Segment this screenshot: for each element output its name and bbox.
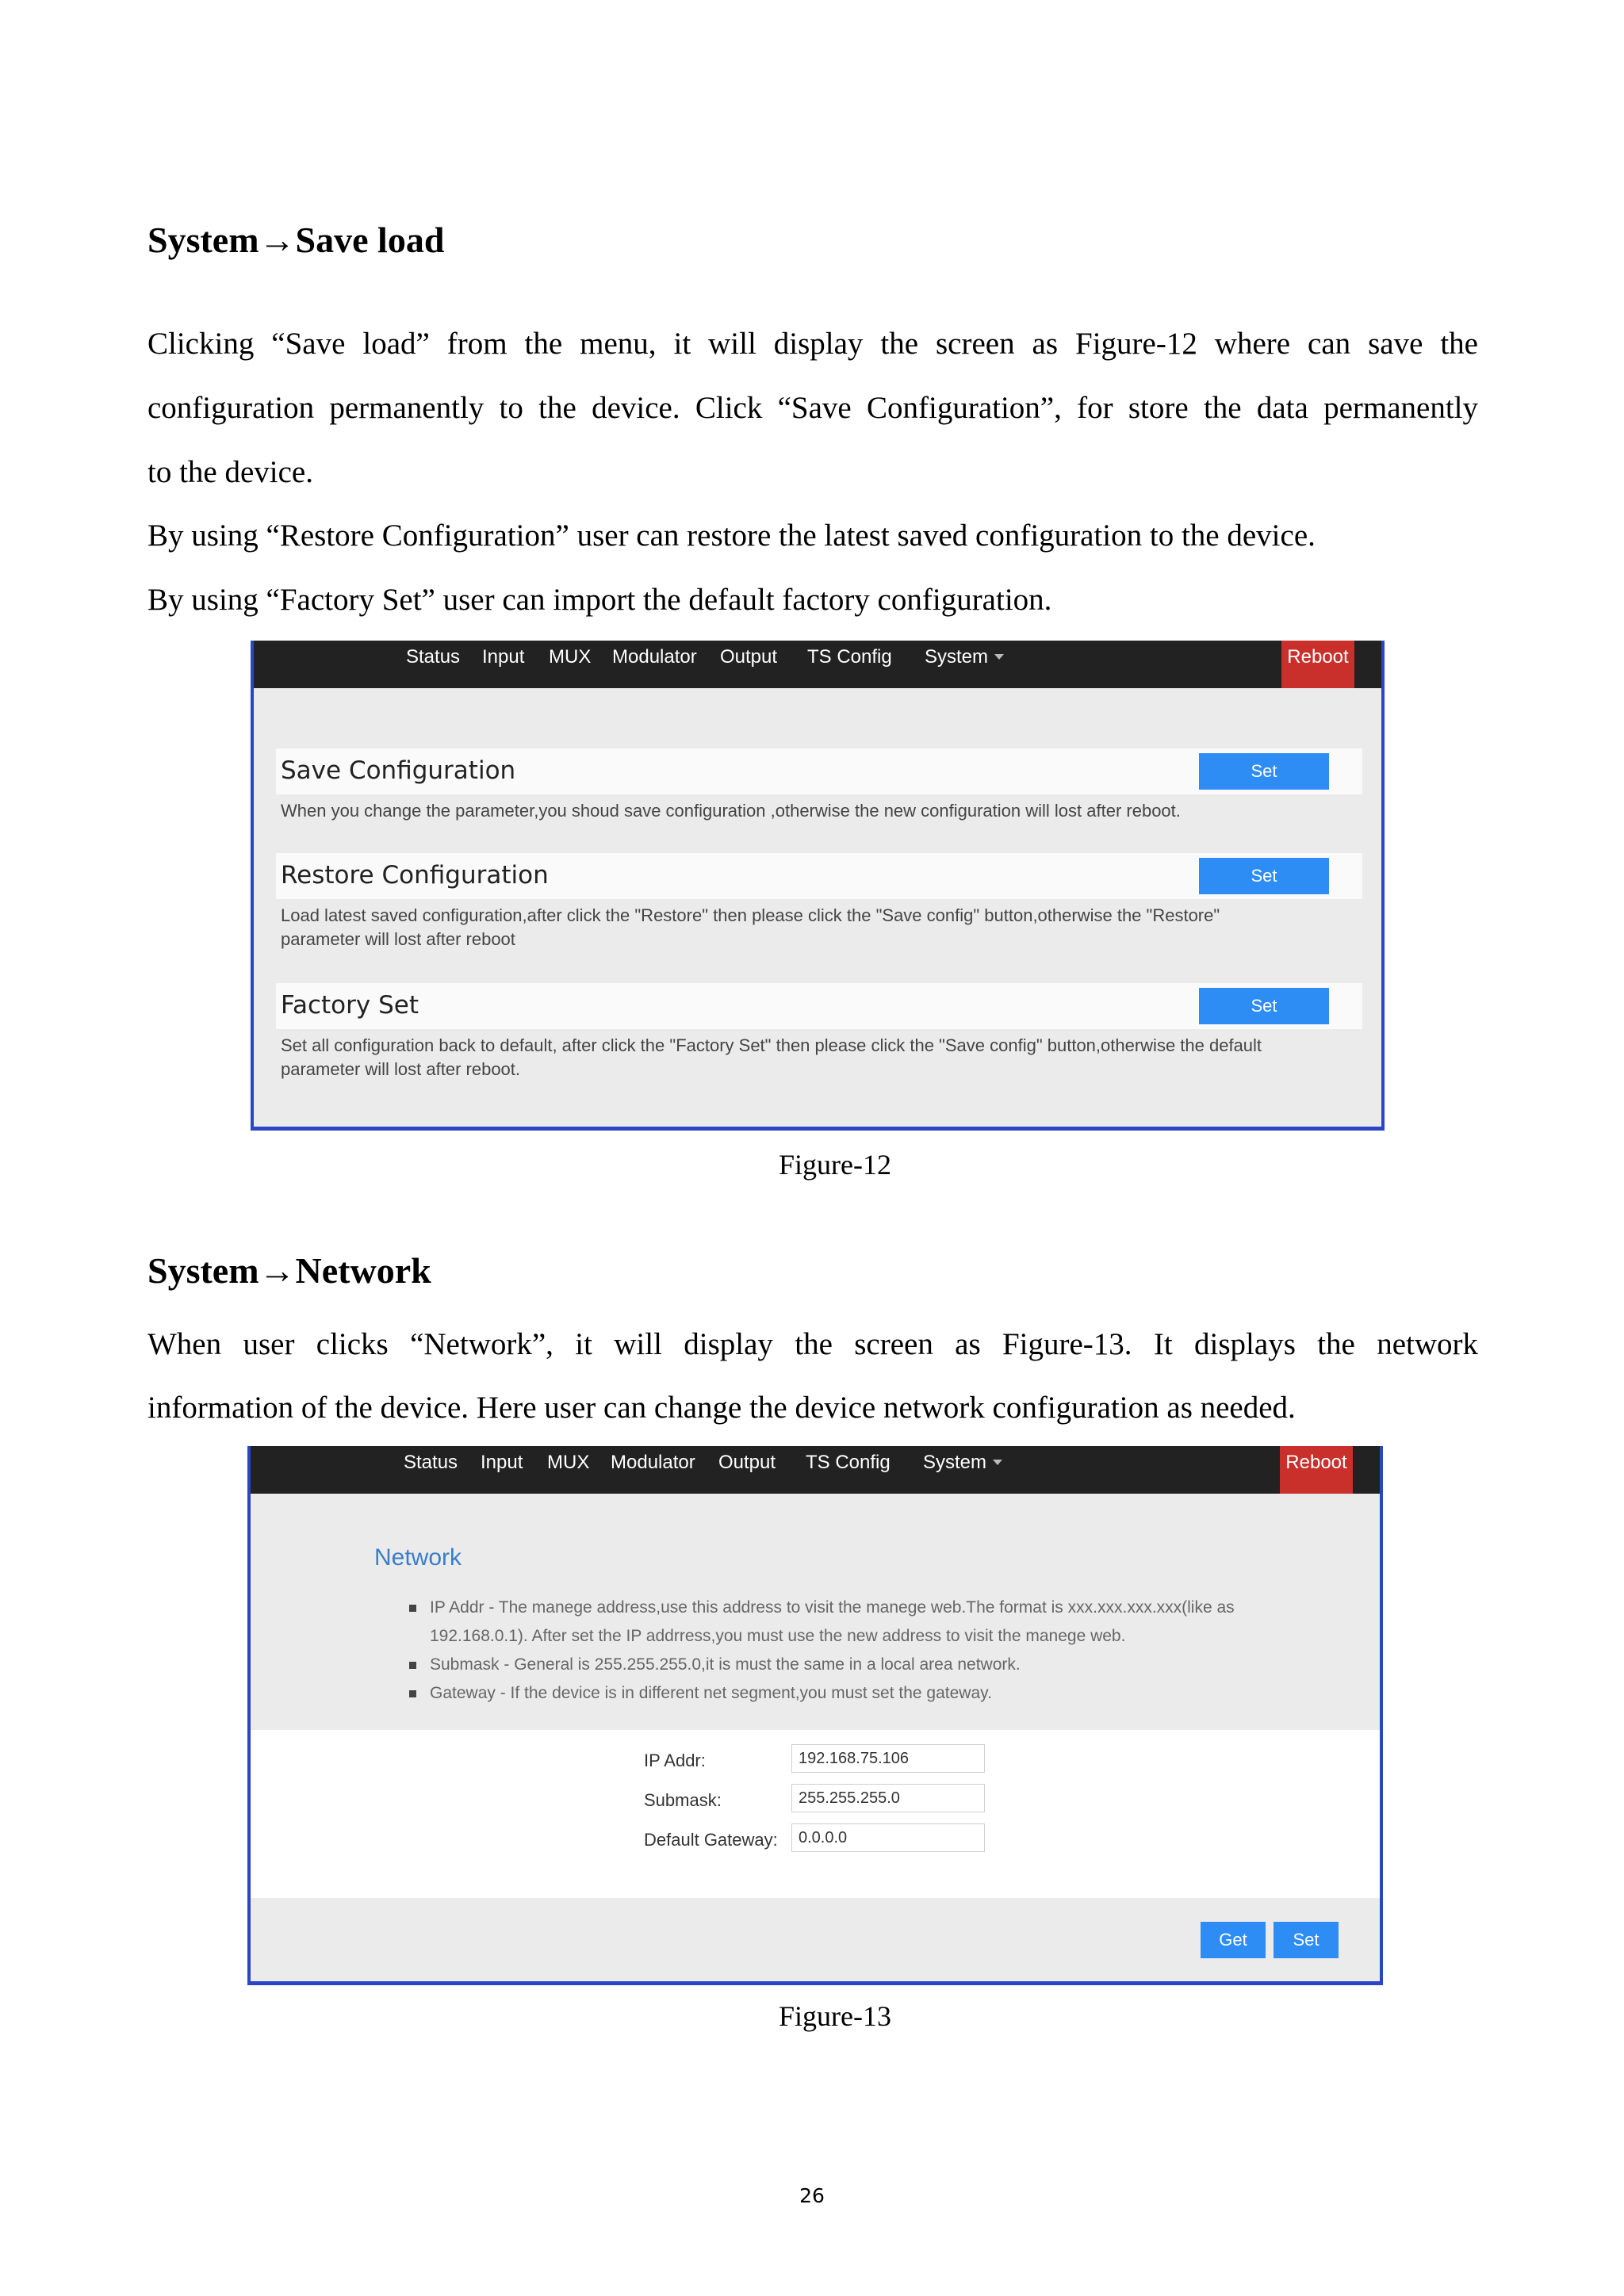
nav-output[interactable]: Output bbox=[720, 646, 778, 668]
bullet-icon bbox=[409, 1605, 416, 1612]
help-text: Submask - General is 255.255.255.0,it is must the same in a local area network. bbox=[430, 1655, 1021, 1674]
nav-system[interactable] bbox=[923, 1446, 1002, 1494]
gateway-label: Default Gateway: bbox=[644, 1830, 778, 1850]
paragraph-line: By using “Restore Configuration” user can restore the latest saved configuration to the device. bbox=[147, 519, 1316, 553]
submask-label: Submask: bbox=[644, 1790, 722, 1810]
row-title: Save Configuration bbox=[281, 756, 516, 785]
nav-status[interactable]: Status bbox=[406, 646, 461, 668]
top-navbar bbox=[254, 641, 1381, 688]
reboot-button[interactable]: Reboot bbox=[1280, 1446, 1353, 1494]
restore-configuration-row bbox=[276, 853, 1362, 899]
network-title: Network bbox=[374, 1544, 462, 1571]
help-text: Gateway - If the device is in different net segment,you must set the gateway. bbox=[430, 1684, 992, 1702]
figure-13-screenshot bbox=[247, 1446, 1383, 1985]
list-item bbox=[409, 1679, 1266, 1708]
nav-input[interactable]: Input bbox=[481, 1452, 523, 1473]
page-number: 26 bbox=[799, 2184, 825, 2207]
list-item bbox=[409, 1594, 1266, 1651]
figure-12-screenshot bbox=[251, 641, 1385, 1131]
network-help-list bbox=[409, 1594, 1266, 1708]
get-button[interactable]: Get bbox=[1201, 1922, 1266, 1958]
nav-modulator[interactable]: Modulator bbox=[611, 1452, 695, 1473]
paragraph-line: Clicking “Save load” from the menu, it will display the screen as Figure-12 where can save the bbox=[147, 327, 1478, 361]
nav-system-label: System bbox=[923, 1452, 987, 1473]
factory-set-row bbox=[276, 983, 1362, 1029]
section-heading-network: System→Network bbox=[147, 1250, 431, 1291]
bullet-icon bbox=[409, 1662, 416, 1669]
top-navbar bbox=[251, 1446, 1380, 1494]
nav-mux[interactable]: MUX bbox=[549, 646, 592, 668]
ip-addr-input[interactable]: 192.168.75.106 bbox=[791, 1744, 985, 1773]
chevron-down-icon bbox=[994, 654, 1004, 660]
submask-input[interactable]: 255.255.255.0 bbox=[791, 1784, 985, 1812]
paragraph-line: configuration permanently to the device. Click “Save Configuration”, for store the data permanently bbox=[147, 391, 1478, 425]
nav-input[interactable]: Input bbox=[482, 646, 525, 668]
nav-system-label: System bbox=[925, 646, 989, 668]
set-button[interactable]: Set bbox=[1274, 1922, 1339, 1958]
figure-caption: Figure-12 bbox=[779, 1149, 891, 1181]
reboot-button[interactable]: Reboot bbox=[1281, 641, 1354, 688]
nav-status[interactable]: Status bbox=[404, 1452, 458, 1473]
paragraph-line: When user clicks “Network”, it will display the screen as Figure-13. It displays the network bbox=[147, 1327, 1478, 1361]
ip-addr-label: IP Addr: bbox=[644, 1751, 706, 1770]
nav-ts-config[interactable]: TS Config bbox=[807, 646, 892, 668]
nav-mux[interactable]: MUX bbox=[547, 1452, 590, 1473]
row-description: Set all configuration back to default, after click the "Factory Set" then please click the "Save config" button,otherwise the default parameter will lost after reboot. bbox=[281, 1035, 1262, 1079]
help-text: IP Addr - The manege address,use this address to visit the manege web.The format is xxx.xxx.xxx.xxx(like as 192.168.0.1). After set the IP addrress,you must use the new address to visit the manege web. bbox=[430, 1598, 1235, 1645]
save-configuration-row bbox=[276, 748, 1362, 794]
row-description: When you change the parameter,you shoud save configuration ,otherwise the new configuration will lost after reboot. bbox=[281, 801, 1181, 821]
row-title: Factory Set bbox=[281, 991, 419, 1020]
nav-output[interactable]: Output bbox=[718, 1452, 776, 1473]
row-description: Load latest saved configuration,after click the "Restore" then please click the "Save config" button,otherwise the "Restore" parameter will lost after reboot bbox=[281, 905, 1220, 949]
row-title: Restore Configuration bbox=[281, 861, 549, 890]
nav-ts-config[interactable]: TS Config bbox=[806, 1452, 891, 1473]
paragraph-line: information of the device. Here user can change the device network configuration as needed. bbox=[147, 1391, 1296, 1425]
factory-set-button[interactable]: Set bbox=[1199, 988, 1329, 1024]
chevron-down-icon bbox=[993, 1460, 1002, 1465]
nav-system[interactable] bbox=[925, 641, 1004, 688]
list-item bbox=[409, 1651, 1266, 1679]
section-heading-save-load: System→Save load bbox=[147, 220, 445, 260]
figure-caption: Figure-13 bbox=[779, 2000, 891, 2032]
bullet-icon bbox=[409, 1690, 416, 1697]
paragraph-line: By using “Factory Set” user can import the default factory configuration. bbox=[147, 583, 1052, 617]
restore-config-set-button[interactable]: Set bbox=[1199, 858, 1329, 894]
paragraph-line: to the device. bbox=[147, 455, 313, 489]
save-config-set-button[interactable]: Set bbox=[1199, 753, 1329, 790]
gateway-input[interactable]: 0.0.0.0 bbox=[791, 1823, 985, 1852]
nav-modulator[interactable]: Modulator bbox=[612, 646, 697, 668]
